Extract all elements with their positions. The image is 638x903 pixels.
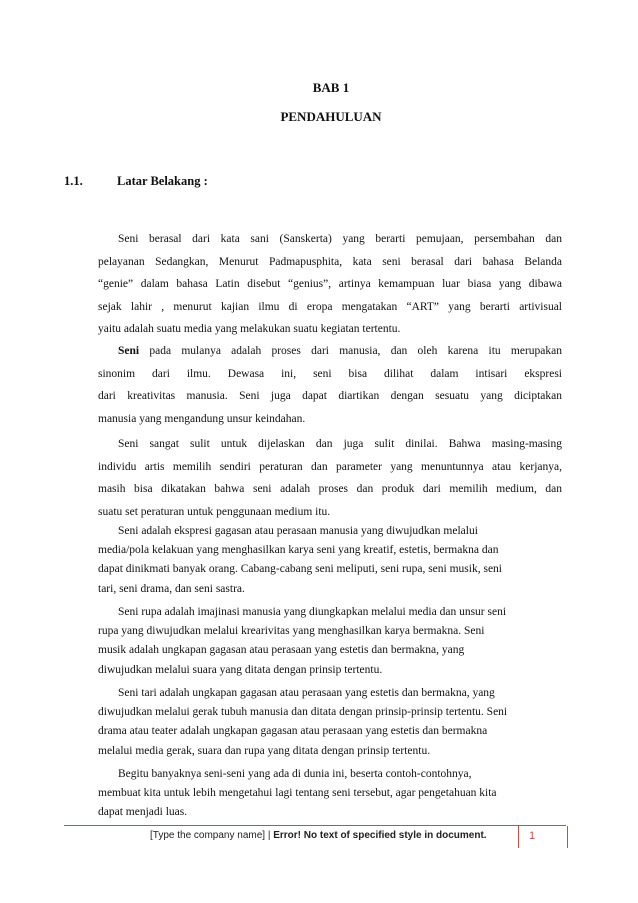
paragraph-line: yaitu adalah suatu media yang melakukan suatu kegiatan tertentu. — [98, 323, 401, 335]
paragraph-line: masih bisa dikatakan bahwa seni adalah proses dan produk dari memilih medium, dan — [98, 483, 562, 495]
paragraph-line: melalui media gerak, suara dan rupa yang ditata dengan prinsip tertentu. — [98, 744, 431, 757]
page-number: 1 — [529, 830, 536, 842]
paragraph-2 — [98, 340, 562, 430]
footer-error-text: Error! No text of specified style in document. — [273, 830, 487, 841]
paragraph-line: diwujudkan melalui gerak tubuh manusia dan ditata dengan prinsip-prinsip tertentu. Seni — [98, 706, 508, 719]
paragraph-line: “genie” dalam bahasa Latin disebut “genius”, artinya kemampuan luar biasa yang dibawa — [98, 278, 562, 290]
section-number: 1.1. — [64, 174, 83, 188]
paragraph-line: dapat menjadi luas. — [98, 806, 188, 819]
paragraph-4 — [98, 522, 562, 599]
chapter-subtitle: PENDAHULUAN — [280, 109, 382, 124]
paragraph-line: Begitu banyaknya seni-seni yang ada di dunia ini, beserta contoh-contohnya, — [118, 768, 472, 780]
bold-word: Seni — [118, 345, 140, 357]
page-footer — [150, 830, 487, 841]
paragraph-7 — [98, 765, 562, 823]
paragraph-line: dari kreativitas manusia. Seni juga dapat diartikan dengan sesuatu yang diciptakan — [98, 390, 562, 402]
section-title: Latar Belakang : — [117, 174, 208, 188]
paragraph-6 — [98, 684, 562, 761]
footer-company: [Type the company name] | — [150, 830, 274, 841]
paragraph-line: sinonim dari ilmu. Dewasa ini, seni bisa dilihat dalam intisari ekspresi — [98, 367, 562, 380]
paragraph-line: manusia yang mengandung unsur keindahan. — [98, 412, 306, 425]
paragraph-line: Seni sangat sulit untuk dijelaskan dan juga sulit dinilai. Bahwa masing-masing — [118, 438, 562, 450]
paragraph-line: suatu set peraturan untuk penggunaan medium itu. — [98, 505, 331, 518]
paragraph-line: dapat dinikmati banyak orang. Cabang-cabang seni meliputi, seni rupa, seni musik, seni — [98, 563, 502, 576]
paragraph-line: drama atau teater adalah ungkapan gagasan atau perasaan yang estetis dan bermakna — [98, 725, 488, 738]
paragraph-5 — [98, 603, 562, 680]
paragraph-line: membuat kita untuk lebih mengetahui lagi tentang seni tersebut, agar pengetahuan kita — [98, 787, 497, 800]
chapter-title: BAB 1 — [312, 80, 350, 95]
paragraph-line: Seni berasal dari kata sani (Sanskerta) yang berarti pemujaan, persembahan dan — [118, 233, 562, 245]
page-number-box — [518, 826, 568, 848]
paragraph-line: sejak lahir , menurut kajian ilmu di eropa mengatakan “ART” yang berarti artivisual — [98, 300, 562, 313]
paragraph-line: rupa yang diwujudkan melalui krearivitas yang menghasilkan karya bermakna. Seni — [98, 625, 485, 638]
paragraph-line: Seni tari adalah ungkapan gagasan atau perasaan yang estetis dan bermakna, yang — [118, 687, 495, 699]
paragraph-line: tari, seni drama, dan seni sastra. — [98, 582, 245, 595]
paragraph-line — [98, 340, 562, 363]
section-heading — [64, 174, 208, 189]
paragraph-line: pelayanan Sedangkan, Menurut Padmapusphita, kata seni berasal dari bahasa Belanda — [98, 255, 562, 268]
paragraph-line: diwujudkan melalui suara yang ditata dengan prinsip tertentu. — [98, 663, 383, 676]
paragraph-line: Seni adalah ekspresi gagasan atau perasaan manusia yang diwujudkan melalui — [118, 525, 478, 537]
paragraph-line: musik adalah ungkapan gagasan atau perasaan yang estetis dan bermakna, yang — [98, 644, 465, 657]
paragraph-line: media/pola kelakuan yang menghasilkan karya seni yang kreatif, estetis, bermakna dan — [98, 544, 499, 557]
paragraph-line: Seni rupa adalah imajinasi manusia yang diungkapkan melalui media dan unsur seni — [118, 606, 507, 618]
paragraph-3 — [98, 433, 562, 523]
paragraph-1 — [98, 228, 562, 341]
paragraph-line: individu artis memilih sendiri peraturan dan parameter yang menuntunnya atau kerjanya, — [98, 460, 562, 473]
footer-divider — [64, 825, 566, 826]
paragraph-line-text: pada mulanya adalah proses dari manusia, dan oleh karena itu merupakan — [149, 345, 562, 357]
